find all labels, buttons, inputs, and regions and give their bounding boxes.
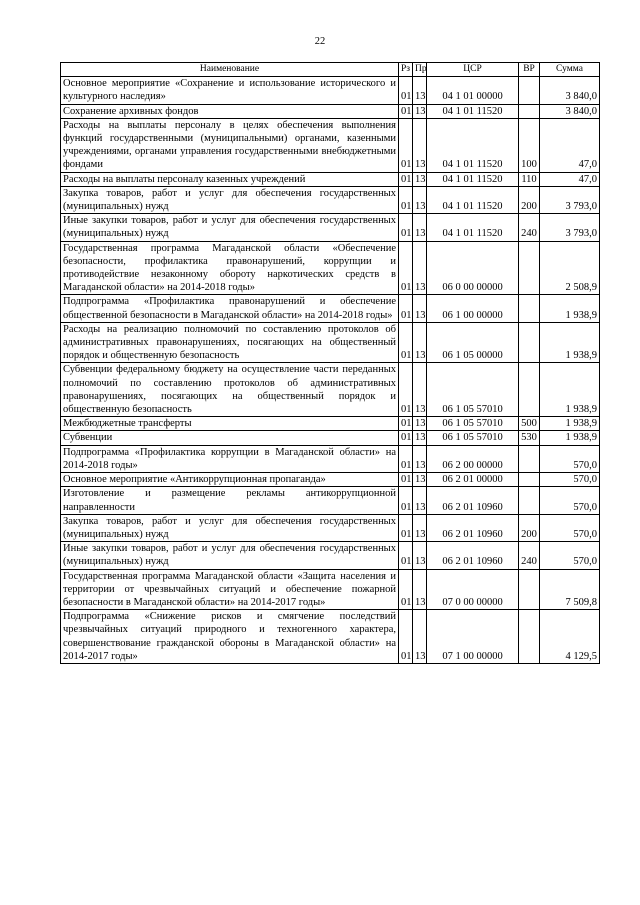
row-csr-cell: 06 2 01 10960	[427, 514, 519, 541]
row-pr-cell: 13	[413, 431, 427, 445]
row-pr-cell: 13	[413, 214, 427, 241]
row-vr-cell	[519, 569, 540, 610]
row-pr-cell: 13	[413, 417, 427, 431]
row-name-cell: Подпрограмма «Снижение рисков и смягчение последствий чрезвычайных ситуаций природного и техногенного характера, совершенствование гражданской обороны в Магаданской области» на 2014-2017 годы»	[61, 610, 399, 664]
table-row	[61, 363, 600, 417]
table-row	[61, 569, 600, 610]
row-vr-cell: 500	[519, 417, 540, 431]
row-name-cell: Межбюджетные трансферты	[61, 417, 399, 431]
row-pr-cell: 13	[413, 569, 427, 610]
header-sum: Сумма	[540, 63, 600, 77]
row-csr-cell: 06 2 01 00000	[427, 473, 519, 487]
row-sum-cell: 4 129,5	[540, 610, 600, 664]
row-vr-cell	[519, 322, 540, 363]
table-row	[61, 445, 600, 472]
table-row	[61, 542, 600, 569]
row-sum-cell: 1 938,9	[540, 431, 600, 445]
row-pr-cell: 13	[413, 473, 427, 487]
row-rz-cell: 01	[399, 431, 413, 445]
row-rz-cell: 01	[399, 118, 413, 172]
row-sum-cell: 2 508,9	[540, 241, 600, 295]
row-vr-cell	[519, 241, 540, 295]
row-vr-cell	[519, 610, 540, 664]
row-csr-cell: 06 1 05 57010	[427, 417, 519, 431]
table-row	[61, 77, 600, 104]
row-sum-cell: 47,0	[540, 118, 600, 172]
header-csr: ЦСР	[427, 63, 519, 77]
table-body	[61, 77, 600, 664]
header-rz: Рз	[399, 63, 413, 77]
row-pr-cell: 13	[413, 514, 427, 541]
row-pr-cell: 13	[413, 77, 427, 104]
row-rz-cell: 01	[399, 241, 413, 295]
row-rz-cell: 01	[399, 77, 413, 104]
row-name-cell: Иные закупки товаров, работ и услуг для обеспечения государственных (муниципальных) нужд	[61, 542, 399, 569]
table-row	[61, 322, 600, 363]
row-sum-cell: 570,0	[540, 473, 600, 487]
row-csr-cell: 04 1 01 11520	[427, 214, 519, 241]
row-vr-cell	[519, 473, 540, 487]
row-vr-cell	[519, 104, 540, 118]
table-row	[61, 514, 600, 541]
row-csr-cell: 07 1 00 00000	[427, 610, 519, 664]
row-rz-cell: 01	[399, 610, 413, 664]
header-name: Наименование	[61, 63, 399, 77]
row-name-cell: Субвенции	[61, 431, 399, 445]
row-rz-cell: 01	[399, 569, 413, 610]
row-csr-cell: 04 1 01 11520	[427, 186, 519, 213]
table-row	[61, 295, 600, 322]
row-name-cell: Субвенции федеральному бюджету на осуществление части переданных полномочий по составлению протоколов об административных правонарушениях, посягающих на общественный порядок и общественную безопасность	[61, 363, 399, 417]
row-sum-cell: 570,0	[540, 514, 600, 541]
row-rz-cell: 01	[399, 514, 413, 541]
table-row	[61, 241, 600, 295]
row-sum-cell: 3 793,0	[540, 214, 600, 241]
row-vr-cell	[519, 295, 540, 322]
row-sum-cell: 1 938,9	[540, 295, 600, 322]
row-rz-cell: 01	[399, 172, 413, 186]
table-row	[61, 610, 600, 664]
header-vr: ВР	[519, 63, 540, 77]
table-row	[61, 431, 600, 445]
row-name-cell: Подпрограмма «Профилактика правонарушений и обеспечение общественной безопасности в Магаданской области» на 2014-2018 годы»	[61, 295, 399, 322]
row-csr-cell: 04 1 01 00000	[427, 77, 519, 104]
row-name-cell: Основное мероприятие «Антикоррупционная пропаганда»	[61, 473, 399, 487]
row-pr-cell: 13	[413, 445, 427, 472]
row-vr-cell	[519, 363, 540, 417]
row-sum-cell: 47,0	[540, 172, 600, 186]
table-row	[61, 118, 600, 172]
row-vr-cell: 100	[519, 118, 540, 172]
row-sum-cell: 1 938,9	[540, 417, 600, 431]
row-sum-cell: 3 840,0	[540, 104, 600, 118]
row-name-cell: Сохранение архивных фондов	[61, 104, 399, 118]
row-pr-cell: 13	[413, 186, 427, 213]
row-rz-cell: 01	[399, 322, 413, 363]
row-pr-cell: 13	[413, 542, 427, 569]
row-vr-cell: 240	[519, 542, 540, 569]
row-csr-cell: 06 2 01 10960	[427, 487, 519, 514]
row-pr-cell: 13	[413, 241, 427, 295]
row-name-cell: Государственная программа Магаданской области «Защита населения и территории от чрезвычайных ситуаций и обеспечение пожарной безопасности в Магаданской области» на 2014-2017 годы»	[61, 569, 399, 610]
row-sum-cell: 3 840,0	[540, 77, 600, 104]
row-sum-cell: 1 938,9	[540, 363, 600, 417]
table-row	[61, 214, 600, 241]
row-name-cell: Изготовление и размещение рекламы антикоррупционной направленности	[61, 487, 399, 514]
row-sum-cell: 570,0	[540, 445, 600, 472]
row-name-cell: Расходы на выплаты персоналу казенных учреждений	[61, 172, 399, 186]
row-pr-cell: 13	[413, 610, 427, 664]
row-vr-cell	[519, 77, 540, 104]
row-name-cell: Закупка товаров, работ и услуг для обеспечения государственных (муниципальных) нужд	[61, 514, 399, 541]
row-csr-cell: 06 1 05 57010	[427, 363, 519, 417]
page-number: 22	[314, 36, 326, 47]
table-row	[61, 417, 600, 431]
row-csr-cell: 06 2 01 10960	[427, 542, 519, 569]
row-rz-cell: 01	[399, 417, 413, 431]
row-sum-cell: 1 938,9	[540, 322, 600, 363]
table-row	[61, 487, 600, 514]
row-sum-cell: 570,0	[540, 542, 600, 569]
row-vr-cell	[519, 445, 540, 472]
header-pr: Пр	[413, 63, 427, 77]
row-name-cell: Иные закупки товаров, работ и услуг для обеспечения государственных (муниципальных) нужд	[61, 214, 399, 241]
row-pr-cell: 13	[413, 363, 427, 417]
row-pr-cell: 13	[413, 295, 427, 322]
row-rz-cell: 01	[399, 445, 413, 472]
table-row	[61, 473, 600, 487]
row-rz-cell: 01	[399, 363, 413, 417]
row-csr-cell: 06 0 00 00000	[427, 241, 519, 295]
row-csr-cell: 06 2 00 00000	[427, 445, 519, 472]
row-pr-cell: 13	[413, 104, 427, 118]
row-rz-cell: 01	[399, 473, 413, 487]
row-csr-cell: 06 1 05 57010	[427, 431, 519, 445]
row-vr-cell: 110	[519, 172, 540, 186]
row-vr-cell: 530	[519, 431, 540, 445]
table-row	[61, 104, 600, 118]
budget-table	[60, 62, 600, 664]
row-csr-cell: 06 1 05 00000	[427, 322, 519, 363]
row-pr-cell: 13	[413, 487, 427, 514]
row-sum-cell: 3 793,0	[540, 186, 600, 213]
row-rz-cell: 01	[399, 487, 413, 514]
row-csr-cell: 06 1 00 00000	[427, 295, 519, 322]
row-rz-cell: 01	[399, 104, 413, 118]
row-csr-cell: 07 0 00 00000	[427, 569, 519, 610]
row-rz-cell: 01	[399, 186, 413, 213]
row-name-cell: Расходы на выплаты персоналу в целях обеспечения выполнения функций государственными (муниципальными) органами, казенными учреждениями, органами управления государственными внебюджетными фондами	[61, 118, 399, 172]
row-csr-cell: 04 1 01 11520	[427, 118, 519, 172]
row-vr-cell: 200	[519, 186, 540, 213]
row-csr-cell: 04 1 01 11520	[427, 104, 519, 118]
row-sum-cell: 7 509,8	[540, 569, 600, 610]
row-rz-cell: 01	[399, 214, 413, 241]
row-rz-cell: 01	[399, 295, 413, 322]
row-sum-cell: 570,0	[540, 487, 600, 514]
row-name-cell: Подпрограмма «Профилактика коррупции в Магаданской области» на 2014-2018 годы»	[61, 445, 399, 472]
row-name-cell: Закупка товаров, работ и услуг для обеспечения государственных (муниципальных) нужд	[61, 186, 399, 213]
row-vr-cell: 200	[519, 514, 540, 541]
row-name-cell: Расходы на реализацию полномочий по составлению протоколов об административных правонарушениях, посягающих на общественный порядок и общественную безопасность	[61, 322, 399, 363]
table-row	[61, 186, 600, 213]
row-pr-cell: 13	[413, 172, 427, 186]
row-csr-cell: 04 1 01 11520	[427, 172, 519, 186]
row-pr-cell: 13	[413, 322, 427, 363]
row-pr-cell: 13	[413, 118, 427, 172]
row-name-cell: Государственная программа Магаданской области «Обеспечение безопасности, профилактика правонарушений, коррупции и противодействие незаконному обороту наркотических средств в Магаданской области» на 2014-2018 годы»	[61, 241, 399, 295]
table-header-row	[61, 63, 600, 77]
row-rz-cell: 01	[399, 542, 413, 569]
table-row	[61, 172, 600, 186]
row-vr-cell	[519, 487, 540, 514]
row-vr-cell: 240	[519, 214, 540, 241]
row-name-cell: Основное мероприятие «Сохранение и использование исторического и культурного наследия»	[61, 77, 399, 104]
